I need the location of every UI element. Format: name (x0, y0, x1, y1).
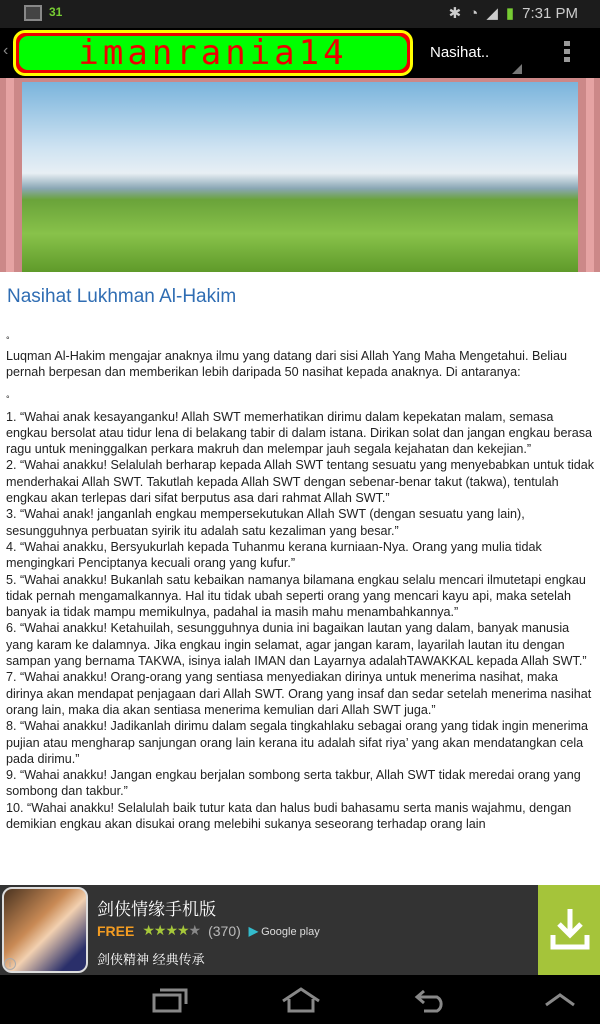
paragraph: ° (6, 393, 10, 404)
gallery-notification-icon (24, 5, 42, 21)
spinner-dropdown-icon (512, 64, 522, 74)
status-bar (0, 0, 600, 28)
header-banner-image (0, 78, 600, 272)
list-item: 9. “Wahai anakku! Jangan engkau berjalan sombong serta takbur, Allah SWT tidak meredai orang yang sombong dan takbur.” (6, 768, 581, 799)
ad-download-button[interactable] (538, 885, 600, 975)
article-title: Nasihat Lukhman Al-Hakim (7, 286, 237, 307)
google-play-badge: ▶ Google play (248, 923, 320, 938)
ad-info-icon[interactable]: i (4, 958, 16, 970)
ad-price: FREE (97, 922, 135, 939)
list-item: 1. “Wahai anak kesayanganku! Allah SWT memerhatikan dirimu dalam kepekatan malam, semasa engkau bersolat atau tidur lena di belakang tabir di dalam istana. Dirikan solat dan jangan engkau berasa ragu untuk meninggalkan perkara makruh dan melempar jauh segala kejahatan dan kekejian.” (6, 409, 592, 457)
list-item: 3. “Wahai anak! janganlah engkau mempersekutukan Allah SWT (dengan sesuatu yang lain), sesungguhnya perbuatan syirik itu adalah satu kezaliman yang besar.” (6, 507, 525, 538)
ad-tagline: 剑侠精神 经典传承 (97, 952, 205, 967)
bluetooth-icon: ✱ (448, 5, 462, 22)
home-button[interactable] (281, 987, 321, 1013)
ad-app-name[interactable]: 剑侠情缘手机版 (97, 900, 216, 919)
list-item: 4. “Wahai anakku, Bersyukurlah kepada Tuhanmu kerana kurniaan-Nya. Orang yang mulia tidak mengingkari Penciptanya kecuali orang yang kufur.” (6, 539, 542, 571)
overflow-menu-icon[interactable] (564, 41, 570, 65)
google-play-icon: ▶ (248, 923, 259, 938)
list-item: 5. “Wahai anakku! Bukanlah satu kebaikan namanya bilamana engkau selalu mencari ilmutetapi engkau tidak pernah mengamalkannya. Hal itu tidak ubah seperti orang yang mencari kayu api, maka setelah banyak ia tidak mampu memikulnya, padahal ia masih mahu menambahkannya.” (6, 572, 586, 620)
action-bar (0, 28, 600, 78)
wifi-icon: ◔ (469, 4, 479, 22)
calendar-notification-icon: 31 (49, 5, 63, 19)
battery-icon: ▮ (505, 5, 515, 22)
list-item: 6. “Wahai anakku! Ketahuilah, sesungguhnya dunia ini bagaikan lautan yang dalam, banyak manusia yang karam ke dalamnya. Jika engkau ingin selamat, agar jangan karam, layarilah lautan itu dengan sampan yang bernama TAKWA, isinya ialah IMAN dan Layarnya adalahTAWAKKAL kepada Allah SWT.” (6, 621, 587, 669)
list-item: 2. “Wahai anakku! Selalulah berharap kepada Allah SWT tentang sesuatu yang menyebabkan untuk tidak menderhakai Allah SWT. Takutlah kepada Allah SWT dengan sebenar-benar takut (takwa), tentulah engkau akan terlepas dari sifat berputus asa dari rahmat Allah SWT.” (6, 458, 595, 506)
download-icon (550, 907, 590, 951)
ad-rating-count: (370) (208, 922, 241, 939)
app-logo[interactable]: imanrania14 (13, 30, 413, 76)
signal-icon: ◢ (486, 5, 498, 22)
paragraph: ° (6, 335, 10, 345)
navigation-spinner[interactable]: Nasihat.. (430, 44, 490, 61)
paragraph: Luqman Al-Hakim mengajar anaknya ilmu yang datang dari sisi Allah Yang Maha Mengetahui. Beliau pernah berpesan dan memberikan lebih daripada 50 nasihat kepada anaknya. Di antaranya: (6, 349, 567, 380)
expand-chevron-icon[interactable] (544, 993, 576, 1007)
system-navigation-bar (0, 975, 600, 1024)
list-item: 7. “Wahai anakku! Orang-orang yang sentiasa menyediakan dirinya untuk menerima nasihat, maka dirinya akan mendapat penjagaan dari Allah SWT. Orang yang insaf dan sedar setelah menerima nasihat orang lain, maka dia akan sentiasa menerima kemulian dari Allah SWT juga.” (6, 670, 592, 717)
clock: 7:31 PM (522, 4, 578, 22)
back-button[interactable] (414, 987, 448, 1013)
ad-rating-stars: ★★★★★ (142, 922, 201, 938)
recent-apps-button[interactable] (152, 987, 188, 1013)
back-chevron-icon[interactable]: ‹ (3, 42, 9, 59)
list-item: 8. “Wahai anakku! Jadikanlah dirimu dalam segala tingkahlaku sebagai orang yang tidak ingin menerima pujian atau mengharap sanjungan orang lain kerana itu adalah sifat riya’ yang akan mendatangkan cela pada dirimu.” (6, 719, 588, 766)
list-item: 10. “Wahai anakku! Selalulah baik tutur kata dan halus budi bahasamu serta manis wajahmu, dengan demikian engkau akan disukai orang melebihi sukanya seseorang terhadap orang lain (6, 800, 572, 832)
ad-banner[interactable] (0, 885, 600, 975)
article-content[interactable] (6, 332, 596, 885)
